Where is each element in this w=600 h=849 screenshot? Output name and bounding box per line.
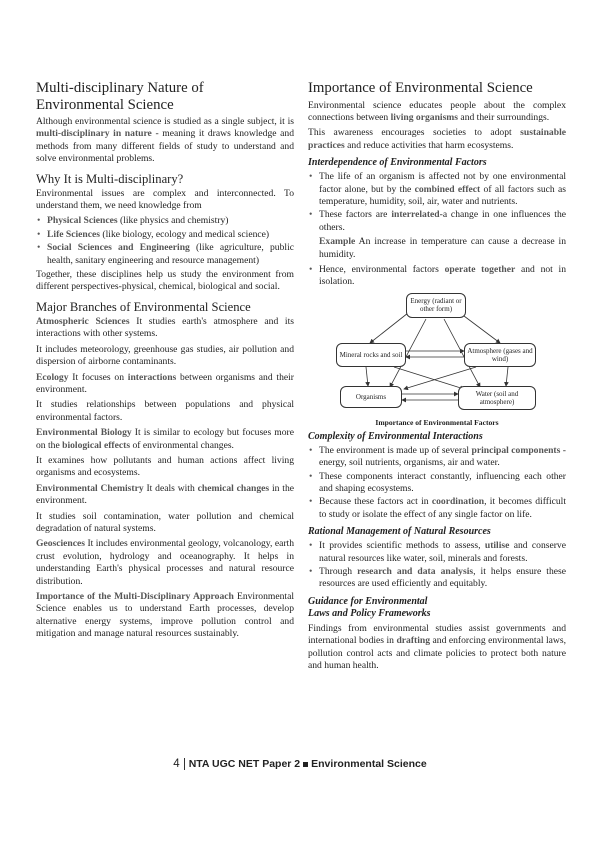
complexity-list: [308, 445, 566, 521]
branch-paragraph: Ecology It focuses on interactions between organisms and their environment.: [36, 371, 294, 395]
footer-subject: Environmental Science: [311, 758, 427, 770]
branch-paragraph: It examines how pollutants and human actions affect living organisms and ecosystems.: [36, 454, 294, 479]
mineral-box: Mineral rocks and soil: [336, 343, 406, 367]
why-list: [36, 215, 294, 267]
why-conclusion: Together, these disciplines help us study the environment from different perspectives-physical, chemical, biological and social.: [36, 269, 294, 293]
interdependence-list: [308, 171, 566, 234]
branch-paragraph: Geosciences It includes environmental geology, volcanology, earth crust evolution, hydrology and oceanography. It helps in understanding Earth's physical processes and natural resource distribution.: [36, 538, 294, 587]
list-item: • It provides scientific methods to assess, utilise and conserve natural resources like water, soil, minerals and forests.: [308, 540, 566, 565]
complexity-heading: Complexity of Environmental Interactions: [308, 430, 483, 442]
page-footer: [0, 758, 600, 770]
branch-paragraph: Atmospheric Sciences It studies earth's atmosphere and its interactions with other systems.: [36, 315, 294, 340]
water-box: Water (soil and atmosphere): [458, 386, 536, 410]
rational-list: [308, 540, 566, 591]
branch-paragraph: Importance of the Multi-Disciplinary Approach Environmental Science enables us to understand Earth processes, develop alternative energy systems, improve pollution control and mitigation and manage natural resources sustainably.: [36, 591, 294, 640]
list-item: • Because these factors act in coordination, it becomes difficult to study or isolate the effect of any single factor on life.: [308, 496, 566, 521]
section-title-importance: Importance of Environmental Science: [308, 80, 533, 96]
atmosphere-box: Atmosphere (gases and wind): [464, 343, 536, 367]
page-number: 4: [173, 758, 180, 770]
energy-box: Energy (radiant or other form): [406, 293, 466, 318]
interdependence-heading: Interdependence of Environmental Factors: [308, 157, 487, 169]
branch-paragraph: Environmental Biology It is similar to ecology but focuses more on the biological effects of environmental changes.: [36, 427, 294, 451]
section-title-multidisciplinary: Multi-disciplinary Nature of Environmental Science: [36, 80, 204, 113]
diagram-caption: Importance of Environmental Factors: [375, 417, 499, 427]
guidance-heading: Guidance for Environmental Laws and Policy Frameworks: [308, 595, 431, 619]
list-item: • The life of an organism is affected not by one environmental factor alone, but by the combined effect of all factors such as temperature, humidity, soil, air, water and nutrients.: [308, 171, 566, 208]
list-item: • Through research and data analysis, it helps ensure these resources are used efficiently and equitably.: [308, 566, 566, 591]
example-paragraph: Example An increase in temperature can cause a decrease in humidity.: [319, 236, 566, 260]
why-heading: Why It is Multi-disciplinary?: [36, 171, 184, 186]
why-paragraph: Environmental issues are complex and interconnected. To understand them, we need knowledge from: [36, 187, 294, 212]
environmental-factors-diagram: [308, 291, 566, 425]
branches-heading: Major Branches of Environmental Science: [36, 299, 251, 314]
rational-management-heading: Rational Management of Natural Resources: [308, 526, 491, 538]
branch-paragraph: It includes meteorology, greenhouse gas studies, air pollution and dispersion of airborne contaminants.: [36, 343, 294, 368]
list-item: • These factors are interrelated-a change in one influences the others.: [308, 209, 566, 234]
list-item: • The environment is made up of several principal components - energy, soil nutrients, organisms, air and water.: [308, 445, 566, 470]
square-bullet-icon: [303, 762, 308, 767]
list-item: • Life Sciences (like biology, ecology and medical science): [36, 229, 294, 241]
importance-paragraph-1: Environmental science educates people about the complex connections between living organisms and their surroundings.: [308, 99, 566, 123]
left-column: [36, 80, 294, 644]
branch-paragraph: It studies soil contamination, water pollution and chemical degradation of natural systems.: [36, 510, 294, 534]
branch-paragraph: It studies relationships between populations and physical environmental factors.: [36, 399, 294, 423]
footer-divider: [184, 758, 185, 770]
interdependence-list-2: [308, 264, 566, 289]
list-item: • Hence, environmental factors operate together and not in isolation.: [308, 264, 566, 289]
organisms-box: Organisms: [340, 386, 402, 408]
list-item: • These components interact constantly, influencing each other and shaping ecosystems.: [308, 471, 566, 496]
branch-paragraph: Environmental Chemistry It deals with chemical changes in the environment.: [36, 482, 295, 507]
guidance-paragraph: Findings from environmental studies assist governments and international bodies in drafting and enforcing environmental laws, pollution control acts and climate policies to protect both nature and human health.: [308, 622, 566, 672]
right-column: [308, 80, 566, 675]
footer-series: NTA UGC NET Paper 2: [188, 758, 301, 770]
importance-paragraph-2: This awareness encourages societies to adopt sustainable practices and reduce activities that harm ecosystems.: [308, 127, 566, 151]
intro-paragraph: Although environmental science is studied as a single subject, it is multi-disciplinary in nature - meaning it draws knowledge and methods from many different fields of study to understand and solve environmental problems.: [36, 116, 294, 165]
list-item: • Physical Sciences (like physics and chemistry): [36, 215, 294, 227]
list-item: • Social Sciences and Engineering (like agriculture, public health, sanitary engineering and resource management): [36, 242, 294, 267]
